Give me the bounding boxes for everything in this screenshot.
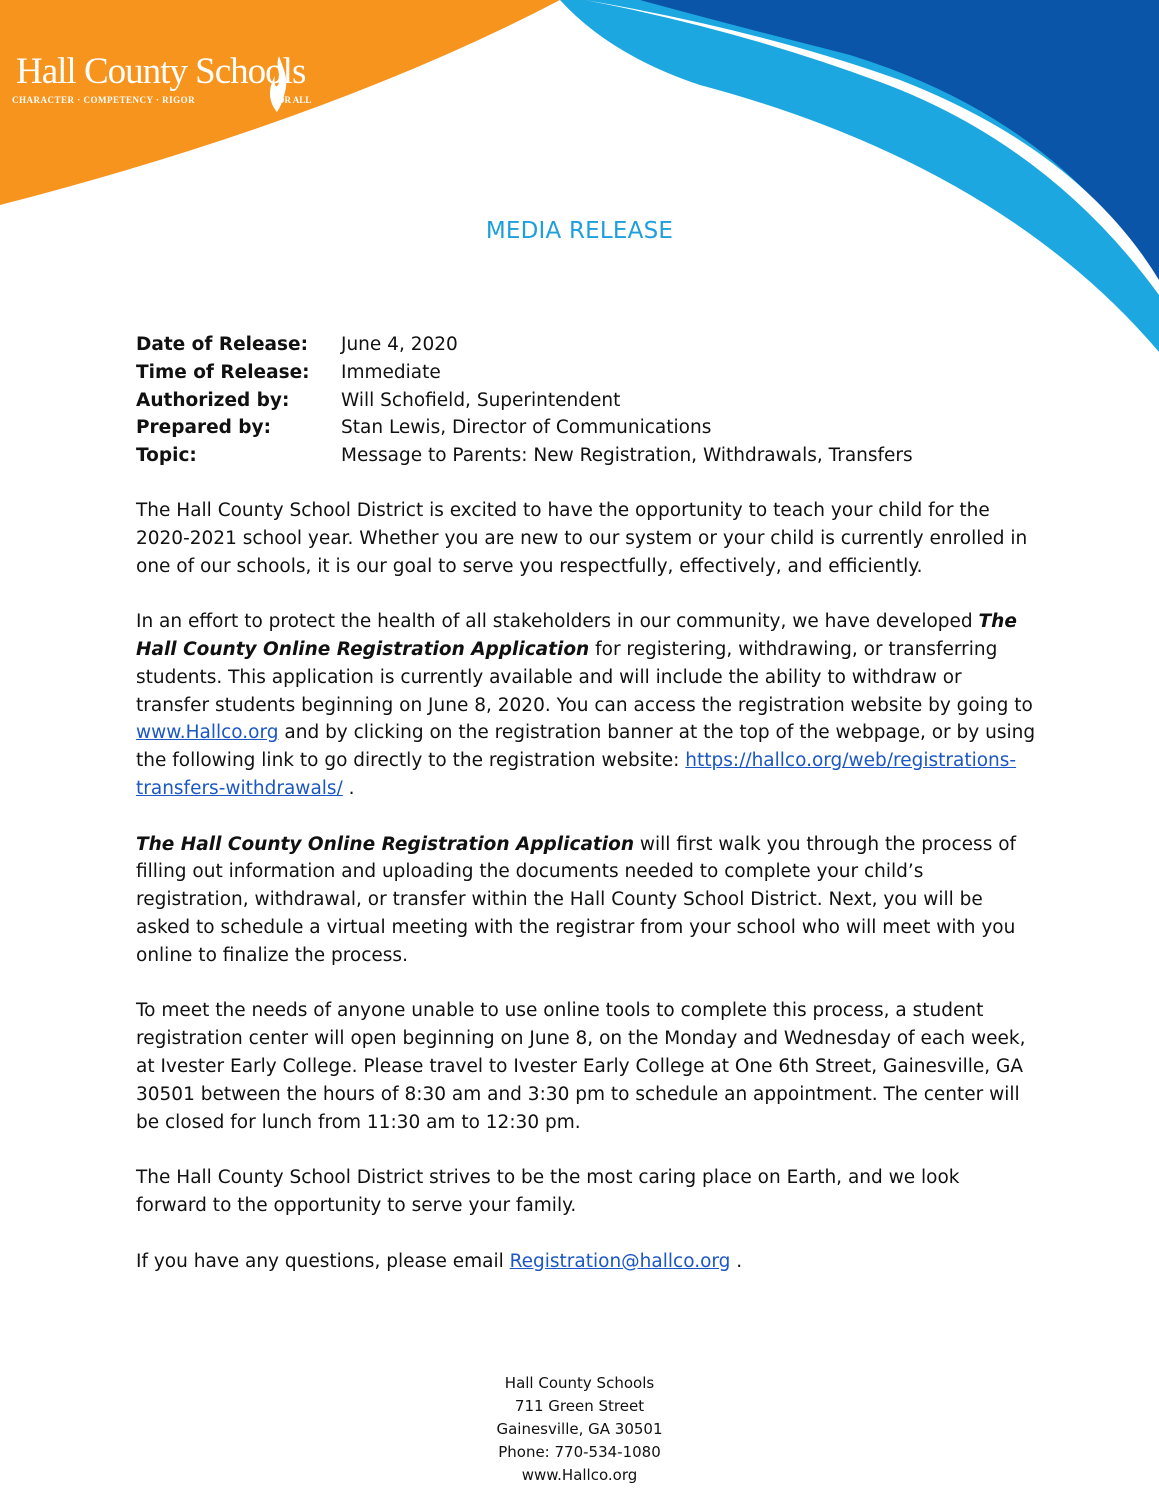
meta-value: Immediate (341, 361, 441, 383)
paragraph-text: will first walk you through the process of filling out information and uploading the documents needed to complete your child’s registration, withdrawal, or transfer within the Hall County School District. Next, you will be asked to schedule a virtual meeting with the registrar from your school who will meet with you online to finalize the process. (136, 833, 1017, 966)
paragraph-process (136, 831, 1036, 970)
registration-page-link[interactable]: https://hallco.org/web/registrations-transfers-withdrawals/ (136, 750, 1017, 799)
meta-value: June 4, 2020 (341, 334, 458, 355)
logo-wordmark: Hall County Schools (16, 51, 306, 92)
paragraph-closing: The Hall County School District strives to be the most caring place on Earth, and we look forward to the opportunity to serve your family. (136, 1167, 960, 1216)
paragraph-text: and by clicking on the registration banner at the top of the webpage, or by using the following link to go directly to the registration website: (136, 722, 1036, 772)
paragraph-registration-center: To meet the needs of anyone unable to use online tools to complete this process, a student registration center will open beginning on June 8, on the Monday and Wednesday of each week, at Ivester Early College. Please travel to Ivester Early College at One 6th Street, Gainesville, GA 30501 between the hours of 8:30 am and 3:30 pm to schedule an appointment. The center will be closed for lunch from 11:30 am to 12:30 pm. (136, 1000, 1026, 1133)
application-name: The Hall County Online Registration Application (136, 833, 635, 855)
logo-tagline: CHARACTER · COMPETENCY · RIGOR (12, 95, 196, 105)
meta-value: Will Schofield, Superintendent (341, 389, 621, 411)
footer-city: Gainesville, GA 30501 (496, 1420, 663, 1438)
footer-street: 711 Green Street (514, 1397, 645, 1415)
meta-row-time (136, 359, 913, 387)
meta-label: Time of Release: (136, 361, 310, 383)
meta-row-prepared (136, 414, 913, 442)
paragraph-contact (136, 1248, 1036, 1276)
meta-row-date (136, 331, 913, 359)
hallco-website-link[interactable]: www.Hallco.org (136, 722, 279, 744)
paragraph-intro: The Hall County School District is excited to have the opportunity to teach your child for the 2020-2021 school year. Whether you are new to our system or your child is currently enrolled in one of our schools, it is our goal to serve you respectfully, effectively, and efficiently. (136, 500, 1028, 577)
meta-row-authorized (136, 387, 913, 415)
meta-label: Prepared by: (136, 417, 272, 439)
page-title: MEDIA RELEASE (485, 218, 674, 244)
meta-label: Date of Release: (136, 334, 308, 355)
meta-row-topic (136, 442, 913, 470)
footer-org-name: Hall County Schools (504, 1374, 655, 1392)
registration-email-link[interactable]: Registration@hallco.org (509, 1250, 731, 1272)
meta-value: Message to Parents: New Registration, Withdrawals, Transfers (341, 445, 913, 467)
paragraph-text: . (342, 777, 355, 799)
release-body (136, 497, 1036, 1303)
paragraph-text: for registering, withdrawing, or transferring students. This application is currently available and will include the ability to withdraw or transfer students beginning on June 8, 2020. You can access the registration website by going to (136, 638, 1033, 716)
meta-label: Topic: (136, 445, 197, 467)
release-metadata (136, 331, 913, 470)
paragraph-text: . (730, 1250, 743, 1272)
footer-phone: Phone: 770-534-1080 (498, 1443, 661, 1461)
logo-tagline-end: FOR ALL (272, 95, 312, 105)
meta-value: Stan Lewis, Director of Communications (341, 417, 712, 439)
meta-label: Authorized by: (136, 389, 290, 411)
paragraph-online-application (136, 608, 1036, 803)
paragraph-text: If you have any questions, please email (136, 1250, 510, 1272)
paragraph-text: In an effort to protect the health of all stakeholders in our community, we have developed (136, 611, 979, 633)
hall-county-schools-logo (10, 52, 330, 116)
application-name: The Hall County Online Registration Application (136, 611, 1017, 660)
footer-address (0, 1372, 1159, 1487)
footer-website: www.Hallco.org (521, 1466, 638, 1484)
